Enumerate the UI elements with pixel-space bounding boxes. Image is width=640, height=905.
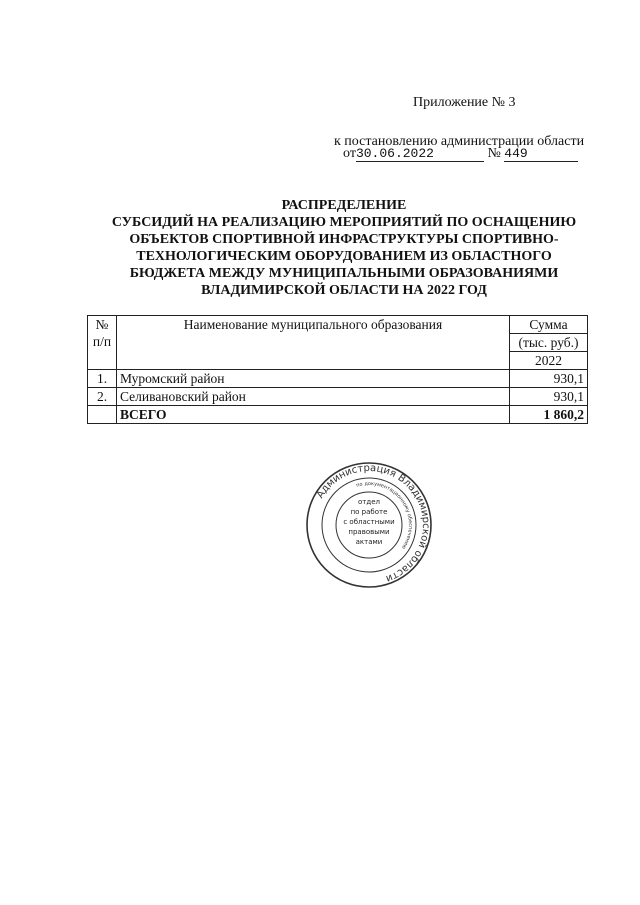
header-sum-line1: Сумма (510, 316, 588, 334)
number-prefix: № (487, 146, 501, 161)
stamp-center-line: отдел (358, 498, 380, 506)
total-value: 1 860,2 (510, 406, 588, 424)
header-num-line1: № (95, 317, 109, 332)
header-num-line2: п/п (92, 334, 112, 349)
distribution-table (87, 315, 588, 424)
stamp-inner-text: по документационному обеспечению (355, 480, 414, 550)
document-title (80, 197, 608, 299)
resolution-reference: к постановлению администрации области (334, 134, 585, 149)
row-value: 930,1 (510, 370, 588, 388)
total-num-empty (88, 406, 117, 424)
total-label: ВСЕГО (117, 406, 510, 424)
table-row (88, 370, 588, 388)
official-stamp (304, 460, 434, 590)
title-line: ВЛАДИМИРСКОЙ ОБЛАСТИ НА 2022 ГОД (201, 283, 487, 298)
appendix-label: Приложение № 3 (413, 95, 516, 110)
table-total-row (88, 406, 588, 424)
row-num: 1. (88, 370, 117, 388)
row-name: Селивановский район (117, 388, 510, 406)
row-num: 2. (88, 388, 117, 406)
row-value: 930,1 (510, 388, 588, 406)
stamp-center-line: правовыми (348, 528, 390, 536)
header-name: Наименование муниципального образования (117, 316, 510, 370)
table-row (88, 388, 588, 406)
header-num (88, 316, 117, 370)
date-prefix: от (343, 146, 356, 161)
stamp-center-line: с областными (343, 518, 395, 526)
stamp-center-line: актами (355, 538, 383, 546)
title-line: СУБСИДИЙ НА РЕАЛИЗАЦИЮ МЕРОПРИЯТИЙ ПО ОСНАЩЕНИЮ (111, 215, 577, 230)
resolution-number: 449 (504, 146, 578, 162)
row-name: Муромский район (117, 370, 510, 388)
table-header-row (88, 316, 588, 334)
title-line: ТЕХНОЛОГИЧЕСКИМ ОБОРУДОВАНИЕМ ИЗ ОБЛАСТНОГО (136, 249, 552, 264)
title-line: БЮДЖЕТА МЕЖДУ МУНИЦИПАЛЬНЫМИ ОБРАЗОВАНИЯМИ (129, 266, 559, 281)
resolution-date-number (343, 146, 578, 162)
title-line: ОБЪЕКТОВ СПОРТИВНОЙ ИНФРАСТРУКТУРЫ СПОРТИВНО- (129, 232, 559, 247)
stamp-center-line: по работе (350, 508, 388, 516)
resolution-date: 30.06.2022 (356, 146, 484, 162)
header-sum-line2: (тыс. руб.) (510, 334, 588, 352)
header-year: 2022 (510, 352, 588, 370)
stamp-outer-text: Администрация Владимирской области (314, 462, 432, 585)
title-line: РАСПРЕДЕЛЕНИЕ (281, 198, 407, 213)
